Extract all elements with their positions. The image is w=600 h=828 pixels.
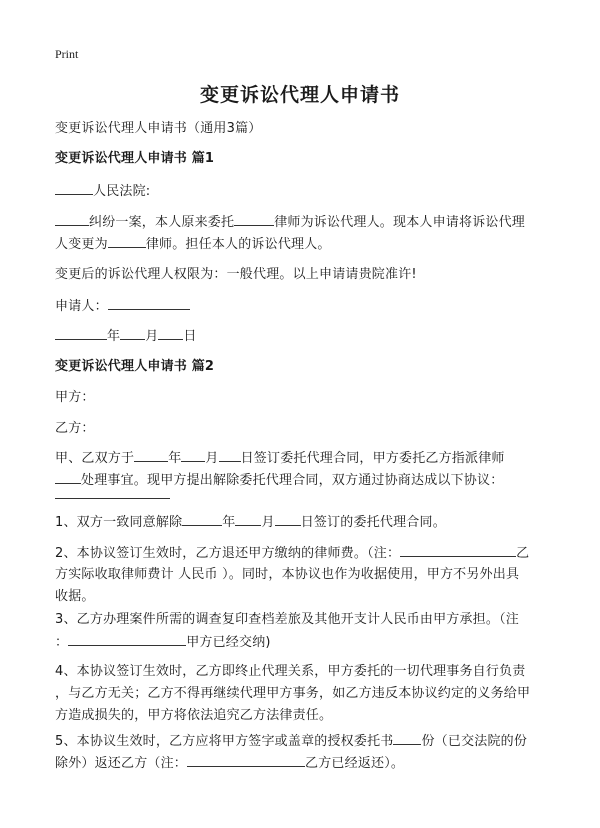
- case-line-2: [55, 233, 555, 256]
- court-line: [55, 180, 555, 203]
- print-link[interactable]: Print: [55, 47, 79, 61]
- case-text-a: 纠纷一案，本人原来委托: [89, 215, 235, 230]
- clause5-text-a: 5、本协议生效时，乙方应将甲方签字或盖章的授权委托书: [55, 734, 394, 749]
- clause5-returned-blank: [187, 752, 305, 767]
- case-line-1: [55, 211, 555, 234]
- intro-month-blank: [181, 447, 205, 462]
- clause-4-line-2: ，与乙方无关；乙方不得再继续代理甲方事务，如乙方违反本协议约定的义务给甲: [55, 686, 531, 701]
- day-blank: [158, 325, 183, 340]
- document-subtitle: 变更诉讼代理人申请书（通用3篇）: [55, 121, 262, 136]
- intro-year-blank: [134, 447, 168, 462]
- new-lawyer-blank: [108, 233, 146, 248]
- court-suffix: 人民法院:: [93, 184, 151, 199]
- clause3-amount-blank: [68, 631, 186, 646]
- intro-year: 年: [168, 451, 182, 466]
- intro-text-c: 处理事宜。现甲方提出解除委托代理合同，双方通过协商达成以下协议：: [81, 473, 504, 488]
- year-label: 年: [107, 329, 121, 344]
- clause-5-line-2: [55, 752, 555, 775]
- clause1-year: 年: [222, 515, 236, 530]
- clause3-text-b: ：: [55, 635, 69, 650]
- party-a-label: 甲方：: [55, 390, 95, 405]
- matter-blank: [55, 469, 81, 484]
- clause5-text-b: 份（已交法院的份: [421, 734, 528, 749]
- signature-rule: [55, 498, 170, 499]
- clause5-copies-blank: [393, 730, 421, 745]
- intro-line-2: [55, 469, 555, 492]
- case-blank: [55, 211, 89, 226]
- clause2-text-b: 乙: [516, 546, 530, 561]
- clause3-text-c: 甲方已经交纳): [186, 635, 271, 650]
- clause-2-line-3: 收据。: [55, 589, 95, 604]
- clause5-text-d: 乙方已经返还）。: [305, 756, 405, 771]
- intro-day-blank: [219, 447, 241, 462]
- clause-3-line-2: [55, 631, 555, 654]
- clause-2-line-2: 方实际收取律师费计 人民币 ）。同时，本协议也作为收据使用，甲方不另外出具: [55, 567, 520, 582]
- applicant-blank: [108, 295, 190, 310]
- original-lawyer-blank: [234, 211, 274, 226]
- clause2-text-a: 2、本协议签订生效时，乙方退还甲方缴纳的律师费。（注：: [55, 546, 401, 561]
- clause-3-line-1: 3、乙方办理案件所需的调查复印查档差旅及其他开支计人民币由甲方承担。（注: [55, 612, 519, 627]
- intro-text-a: 甲、乙双方于: [55, 451, 135, 466]
- page-title: 变更诉讼代理人申请书: [199, 84, 400, 106]
- clause1-day-blank: [275, 511, 301, 526]
- clause1-year-blank: [182, 511, 222, 526]
- change-text-a: 人变更为: [55, 237, 108, 252]
- clause-4-line-3: 方造成损失的，甲方将依法追究乙方法律责任。: [55, 708, 333, 723]
- year-blank: [55, 325, 107, 340]
- clause-1: [55, 511, 555, 534]
- clause2-fee-blank: [400, 542, 516, 557]
- intro-line-1: [55, 447, 555, 470]
- clause-4-line-1: 4、本协议签订生效时，乙方即终止代理关系，甲方委托的一切代理事务自行负责: [55, 664, 526, 679]
- clause1-month-blank: [235, 511, 261, 526]
- clause1-text-b: 日签订的委托代理合同。: [300, 515, 446, 530]
- applicant-line: [55, 295, 555, 318]
- month-blank: [120, 325, 145, 340]
- authority-text: 变更后的诉讼代理人权限为：一般代理。以上申请请贵院准许!: [55, 267, 417, 282]
- party-b-label: 乙方：: [55, 421, 95, 436]
- section2-heading: 变更诉讼代理人申请书 篇2: [55, 359, 215, 374]
- intro-text-b: 日签订委托代理合同，甲方委托乙方指派律师: [240, 451, 505, 466]
- clause-5-line-1: [55, 730, 555, 753]
- clause-2-line-1: [55, 542, 555, 565]
- date-line: [55, 325, 555, 348]
- month-label: 月: [145, 329, 159, 344]
- section1-heading: 变更诉讼代理人申请书 篇1: [55, 151, 215, 166]
- intro-month: 月: [205, 451, 219, 466]
- day-label: 日: [183, 329, 197, 344]
- clause1-month: 月: [261, 515, 275, 530]
- clause5-text-c: 除外）返还乙方（注：: [55, 756, 188, 771]
- case-text-b: 律师为诉讼代理人。现本人申请将诉讼代理: [274, 215, 526, 230]
- change-text-b: 律师。担任本人的诉讼代理人。: [145, 237, 331, 252]
- applicant-label: 申请人：: [55, 299, 108, 314]
- clause1-text-a: 1、双方一致同意解除: [55, 515, 183, 530]
- court-blank: [55, 180, 93, 195]
